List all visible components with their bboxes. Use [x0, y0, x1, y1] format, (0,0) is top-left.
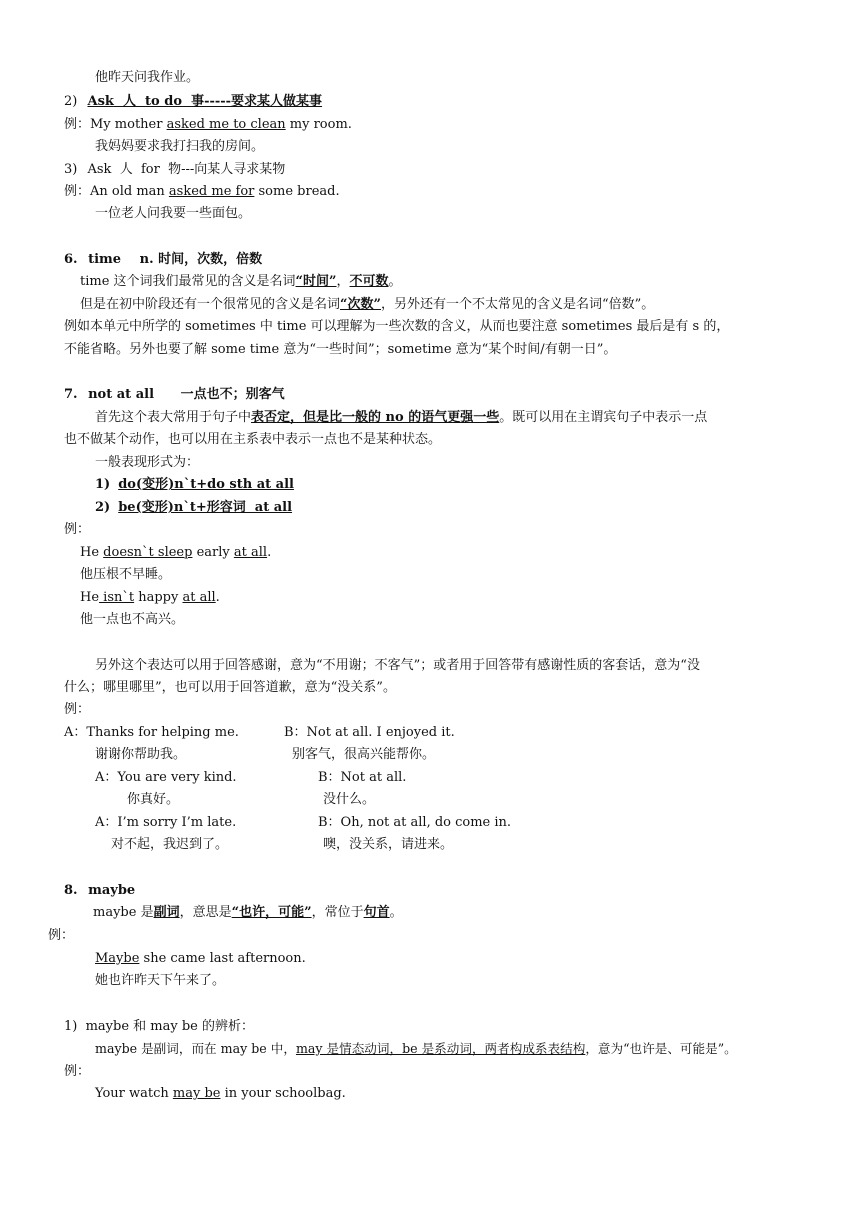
text: 但是在初中阶段还有一个很常见的含义是名词 — [80, 297, 341, 312]
example-label — [64, 521, 90, 539]
dialog-b-1 — [284, 724, 455, 742]
line-text: 他一点也不高兴。 — [80, 612, 185, 627]
phrase-part: 人 — [119, 162, 133, 177]
text: my room. — [285, 117, 352, 132]
text: Your watch — [95, 1086, 173, 1101]
paragraph-line — [64, 431, 441, 449]
text: He — [80, 590, 100, 605]
paragraph-line — [95, 657, 700, 675]
emphasis: 不可数 — [349, 274, 389, 289]
line-text: 例： — [48, 928, 75, 943]
line-text: 例： — [64, 522, 91, 537]
text: 首先这个表大常用于句子中 — [95, 410, 252, 425]
line-text: 她也许昨天下午来了。 — [95, 973, 226, 988]
translation-line — [80, 566, 171, 584]
underlined-text: isn`t — [99, 590, 135, 605]
translation: 你真好。 — [127, 792, 180, 807]
emphasis: “次数” — [340, 297, 381, 312]
paragraph-line — [64, 341, 616, 359]
phrase-part: Ask — [87, 162, 112, 177]
paragraph-line — [95, 409, 707, 427]
dialog-b-2 — [318, 769, 406, 787]
text: ，另外还有一个不太常见的含义是名词“倍数”。 — [380, 297, 655, 312]
speaker-a: A：Thanks for helping me. — [64, 725, 239, 740]
line-text: 另外这个表达可以用于回答感谢，意为“不用谢；不客气”；或者用于回答带有感谢性质的客套话，意为“没 — [95, 658, 700, 673]
paragraph-line — [80, 273, 402, 291]
speaker-b: B：Not at all. I enjoyed it. — [284, 725, 455, 740]
item-ask-for — [64, 161, 285, 179]
translation: 没什么。 — [323, 792, 376, 807]
phrase-part: Ask — [87, 94, 114, 109]
emphasis: 句首 — [363, 905, 390, 920]
translation-line — [80, 611, 184, 629]
speaker-b: B：Not at all. — [318, 770, 407, 785]
line-text: 什么；哪里哪里”，也可以用于回答道歉，意为“没关系”。 — [64, 680, 396, 695]
text: in your schoolbag. — [220, 1086, 346, 1101]
item-number: 2) — [95, 500, 111, 515]
dialog-b-1-zh — [292, 746, 435, 764]
paragraph-line — [64, 318, 729, 336]
underlined-text: Maybe — [95, 951, 140, 966]
text: 。 — [388, 274, 402, 289]
line-text: 1) maybe 和 may be 的辨析： — [64, 1019, 255, 1034]
phrase-part: 事-----要求某人做某事 — [191, 94, 323, 109]
underlined-text: asked me to clean — [166, 117, 286, 132]
line-text: 他昨天问我作业。 — [95, 70, 200, 85]
pattern-text: do(变形)n`t+do sth at all — [118, 477, 294, 492]
speaker-a: A：I’m sorry I’m late. — [95, 815, 237, 830]
speaker-b: B：Oh, not at all, do come in. — [318, 815, 512, 830]
line-text: 一般表现形式为： — [95, 455, 200, 470]
text: maybe 是副词，而在 may be 中， — [95, 1041, 296, 1056]
phrase-part: for — [140, 162, 160, 177]
line-text: 我妈妈要求我打扫我的房间。 — [95, 139, 265, 154]
example-line — [64, 183, 340, 201]
translation-line — [95, 972, 225, 990]
paragraph-line — [95, 1040, 737, 1058]
item-ask-to-do — [64, 93, 322, 111]
headword: time — [88, 252, 122, 267]
phrase-part: 人 — [122, 94, 136, 109]
subheading-line — [64, 1018, 254, 1036]
text: . — [267, 545, 272, 560]
translation-line — [95, 138, 264, 156]
pattern-2 — [95, 499, 292, 517]
translation: 噢，没关系，请进来。 — [323, 837, 454, 852]
section-heading-not-at-all — [64, 386, 285, 404]
text: 例：An old man — [64, 184, 169, 199]
dialog-a-2-zh — [127, 791, 179, 809]
emphasis: 副词 — [153, 905, 180, 920]
translation-line — [95, 205, 251, 223]
item-number: 2) — [64, 94, 78, 109]
text: she came last afternoon. — [139, 951, 306, 966]
underlined-text: doesn`t sleep — [103, 545, 193, 560]
translation: 谢谢你帮助我。 — [95, 747, 187, 762]
line-text: 例如本单元中所学的 sometimes 中 time 可以理解为一些次数的含义，从而也要注意 sometimes 最后是有 s 的， — [64, 319, 730, 334]
section-number: 6. — [64, 252, 78, 267]
text-line — [95, 69, 199, 87]
headword: not at all — [88, 387, 155, 402]
section-heading-maybe — [64, 882, 135, 900]
paragraph-line — [95, 454, 199, 472]
text: . — [215, 590, 220, 605]
text: time 这个词我们最常见的含义是名词 — [80, 274, 296, 289]
text: ，常位于 — [311, 905, 364, 920]
underlined-text: at all — [182, 590, 216, 605]
text: 。 — [389, 905, 403, 920]
underlined-text: may be — [172, 1086, 221, 1101]
dialog-b-3-zh — [323, 836, 453, 854]
translation: 别客气，很高兴能帮你。 — [292, 747, 436, 762]
phrase-space — [114, 94, 123, 109]
dialog-a-1-zh — [95, 746, 186, 764]
dialog-b-3 — [318, 814, 511, 832]
line-text: 他压根不早睡。 — [80, 567, 172, 582]
translation: 对不起，我迟到了。 — [111, 837, 229, 852]
paragraph-line — [64, 679, 396, 697]
text: happy — [134, 590, 183, 605]
part-of-speech: n. — [139, 252, 154, 267]
section-number: 7. — [64, 387, 78, 402]
phrase-space — [182, 94, 191, 109]
text: ，意为“也许是、可能是”。 — [585, 1041, 737, 1056]
phrase-part: 物---向某人寻求某物 — [168, 162, 286, 177]
underlined-text: may 是情态动词，be 是系动词，两者构成系表结构 — [295, 1041, 586, 1056]
meaning: 一点也不；别客气 — [180, 387, 285, 402]
line-text: 例： — [64, 1064, 91, 1079]
paragraph-line — [93, 904, 403, 922]
example-line — [95, 1085, 346, 1103]
dialog-a-3 — [95, 814, 236, 832]
text: 例：My mother — [64, 117, 167, 132]
example-label — [64, 701, 90, 719]
emphasis: 表否定，但是比一般的 no 的语气更强一些 — [251, 410, 500, 425]
example-line — [64, 116, 352, 134]
example-line — [80, 544, 271, 562]
pattern-1 — [95, 476, 294, 494]
example-label — [64, 1063, 90, 1081]
line-text: 一位老人问我要一些面包。 — [95, 206, 252, 221]
dialog-a-3-zh — [111, 836, 228, 854]
text: some bread. — [254, 184, 340, 199]
paragraph-line — [80, 296, 654, 314]
speaker-a: A：You are very kind. — [95, 770, 237, 785]
line-text: 也不做某个动作，也可以用在主系表中表示一点也不是某种状态。 — [64, 432, 442, 447]
phrase-space — [136, 94, 145, 109]
text: 。既可以用在主谓宾句子中表示一点 — [499, 410, 708, 425]
text: early — [192, 545, 234, 560]
text: He — [80, 545, 104, 560]
line-text: 不能省略。另外也要了解 some time 意为“一些时间”；sometime 意为“某个时间/有朝一日”。 — [64, 342, 617, 357]
phrase-part: to do — [145, 94, 183, 109]
example-line — [80, 589, 220, 607]
example-label — [48, 927, 74, 945]
text: ， — [336, 274, 350, 289]
text: ，意思是 — [179, 905, 232, 920]
example-line — [95, 950, 306, 968]
emphasis: “时间” — [295, 274, 337, 289]
text: maybe 是 — [93, 905, 154, 920]
section-heading-time — [64, 251, 262, 269]
headword: maybe — [88, 883, 136, 898]
dialog-a-2 — [95, 769, 237, 787]
emphasis: “也许，可能” — [231, 905, 312, 920]
dialog-a-1 — [64, 724, 239, 742]
item-number: 1) — [95, 477, 111, 492]
pattern-text: be(变形)n`t+形容词 at all — [118, 500, 293, 515]
line-text: 例： — [64, 702, 91, 717]
underlined-text: at all — [233, 545, 268, 560]
dialog-b-2-zh — [323, 791, 375, 809]
underlined-text: asked me for — [168, 184, 255, 199]
section-number: 8. — [64, 883, 78, 898]
meaning: 时间，次数，倍数 — [158, 252, 263, 267]
item-number: 3) — [64, 162, 78, 177]
